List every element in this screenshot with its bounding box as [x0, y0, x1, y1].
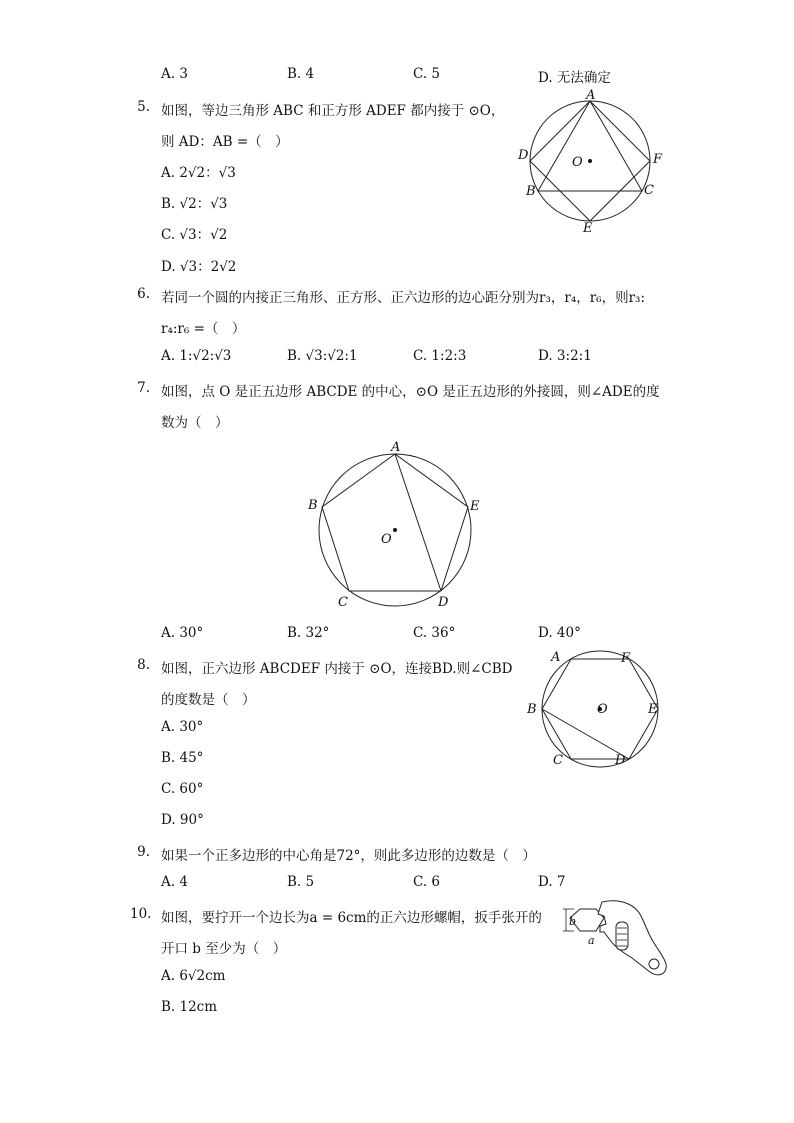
q4-option-a: A. 3 — [161, 66, 188, 82]
q7-pentagon — [322, 454, 468, 591]
q8-figure — [522, 648, 667, 773]
q8-label-e: E — [648, 702, 658, 717]
q7-label-c: C — [338, 595, 348, 610]
q6-option-b: B. √3:√2:1 — [287, 348, 358, 364]
q8-option-c: C. 60° — [161, 781, 204, 797]
q5-option-a: A. 2√2：√3 — [161, 165, 236, 181]
q7-center-dot — [393, 528, 397, 532]
q6-stem-line1: 若同一个圆的内接正三角形、正方形、正六边形的边心距分别为r₃，r₄，r₆，则r₃: — [161, 290, 646, 306]
q9-option-b: B. 5 — [287, 874, 315, 890]
q8-label-a: A — [551, 650, 561, 665]
q5-label-c: C — [644, 183, 654, 198]
q8-label-o: O — [597, 702, 608, 717]
q8-label-d: D — [615, 753, 626, 768]
q5-label-e: E — [583, 221, 593, 236]
q4-option-d: D. 无法确定 — [538, 70, 611, 86]
q5-number: 5. — [137, 99, 150, 115]
q4-option-b: B. 4 — [287, 66, 315, 82]
q7-option-b: B. 32° — [287, 625, 330, 641]
q5-label-a: A — [586, 88, 596, 103]
q10-wrench-figure — [560, 896, 670, 978]
q8-label-f: F — [621, 651, 631, 666]
q10-option-b: B. 12cm — [161, 999, 218, 1015]
q5-label-o: O — [572, 155, 583, 170]
q5-stem-line1: 如图，等边三角形 ABC 和正方形 ADEF 都内接于 ⊙O， — [161, 103, 505, 119]
q7-label-o: O — [381, 532, 392, 547]
q10-label-b: b — [569, 915, 577, 928]
q5-triangle-abc — [538, 101, 642, 191]
q5-option-b: B. √2：√3 — [161, 196, 228, 212]
q10-stem-line2: 开口 b 至少为（ ） — [161, 941, 287, 957]
q9-option-a: A. 4 — [161, 874, 188, 890]
q7-label-e: E — [470, 499, 480, 514]
q8-label-b: B — [527, 702, 537, 717]
q7-label-b: B — [308, 498, 318, 513]
q7-option-c: C. 36° — [413, 625, 456, 641]
q5-label-f: F — [653, 152, 663, 167]
q5-option-d: D. √3：2√2 — [161, 259, 237, 275]
q8-number: 8. — [137, 657, 150, 673]
q8-stem-line2: 的度数是（ ） — [161, 692, 256, 708]
q7-label-d: D — [438, 595, 449, 610]
q7-option-d: D. 40° — [538, 625, 581, 641]
q6-number: 6. — [137, 286, 150, 302]
q10-stem-line1: 如图，要拧开一个边长为a = 6cm的正六边形螺帽，扳手张开的 — [161, 910, 542, 926]
q9-number: 9. — [137, 844, 150, 860]
q10-option-a: A. 6√2cm — [161, 968, 226, 984]
q10-number: 10. — [130, 906, 152, 922]
q7-stem-line1: 如图，点 O 是正五边形 ABCDE 的中心，⊙O 是正五边形的外接圆，则∠ADE的度 — [161, 384, 660, 400]
q8-label-c: C — [553, 753, 563, 768]
q9-option-d: D. 7 — [538, 874, 566, 890]
q7-stem-line2: 数为（ ） — [161, 415, 229, 431]
q10-label-a: a — [588, 934, 595, 947]
q7-label-a: A — [391, 440, 401, 455]
q6-stem-line2: r₄:r₆ =（ ） — [161, 321, 246, 337]
q6-option-c: C. 1:2:3 — [413, 348, 467, 364]
q9-stem-line1: 如果一个正多边形的中心角是72°，则此多边形的边数是（ ） — [161, 848, 536, 864]
q8-option-b: B. 45° — [161, 750, 204, 766]
q5-label-b: B — [526, 184, 536, 199]
q5-label-d: D — [518, 148, 529, 163]
q5-center-dot — [588, 159, 592, 163]
q8-option-d: D. 90° — [161, 812, 204, 828]
q4-option-c: C. 5 — [413, 66, 441, 82]
q7-number: 7. — [137, 380, 150, 396]
q8-segment-bd — [542, 709, 629, 759]
q7-figure — [300, 438, 490, 613]
q9-option-c: C. 6 — [413, 874, 441, 890]
q6-option-a: A. 1:√2:√3 — [161, 348, 232, 364]
q5-option-c: C. √3：√2 — [161, 227, 228, 243]
q10-wrench-hole — [649, 959, 659, 969]
q8-stem-line1: 如图，正六边形 ABCDEF 内接于 ⊙O，连接BD.则∠CBD — [161, 661, 513, 677]
q8-option-a: A. 30° — [161, 719, 204, 735]
q5-stem-line2: 则 AD：AB =（ ） — [161, 134, 289, 150]
q6-option-d: D. 3:2:1 — [538, 348, 592, 364]
q5-figure — [510, 88, 670, 238]
q7-segment-ad — [395, 454, 441, 591]
q7-option-a: A. 30° — [161, 625, 204, 641]
